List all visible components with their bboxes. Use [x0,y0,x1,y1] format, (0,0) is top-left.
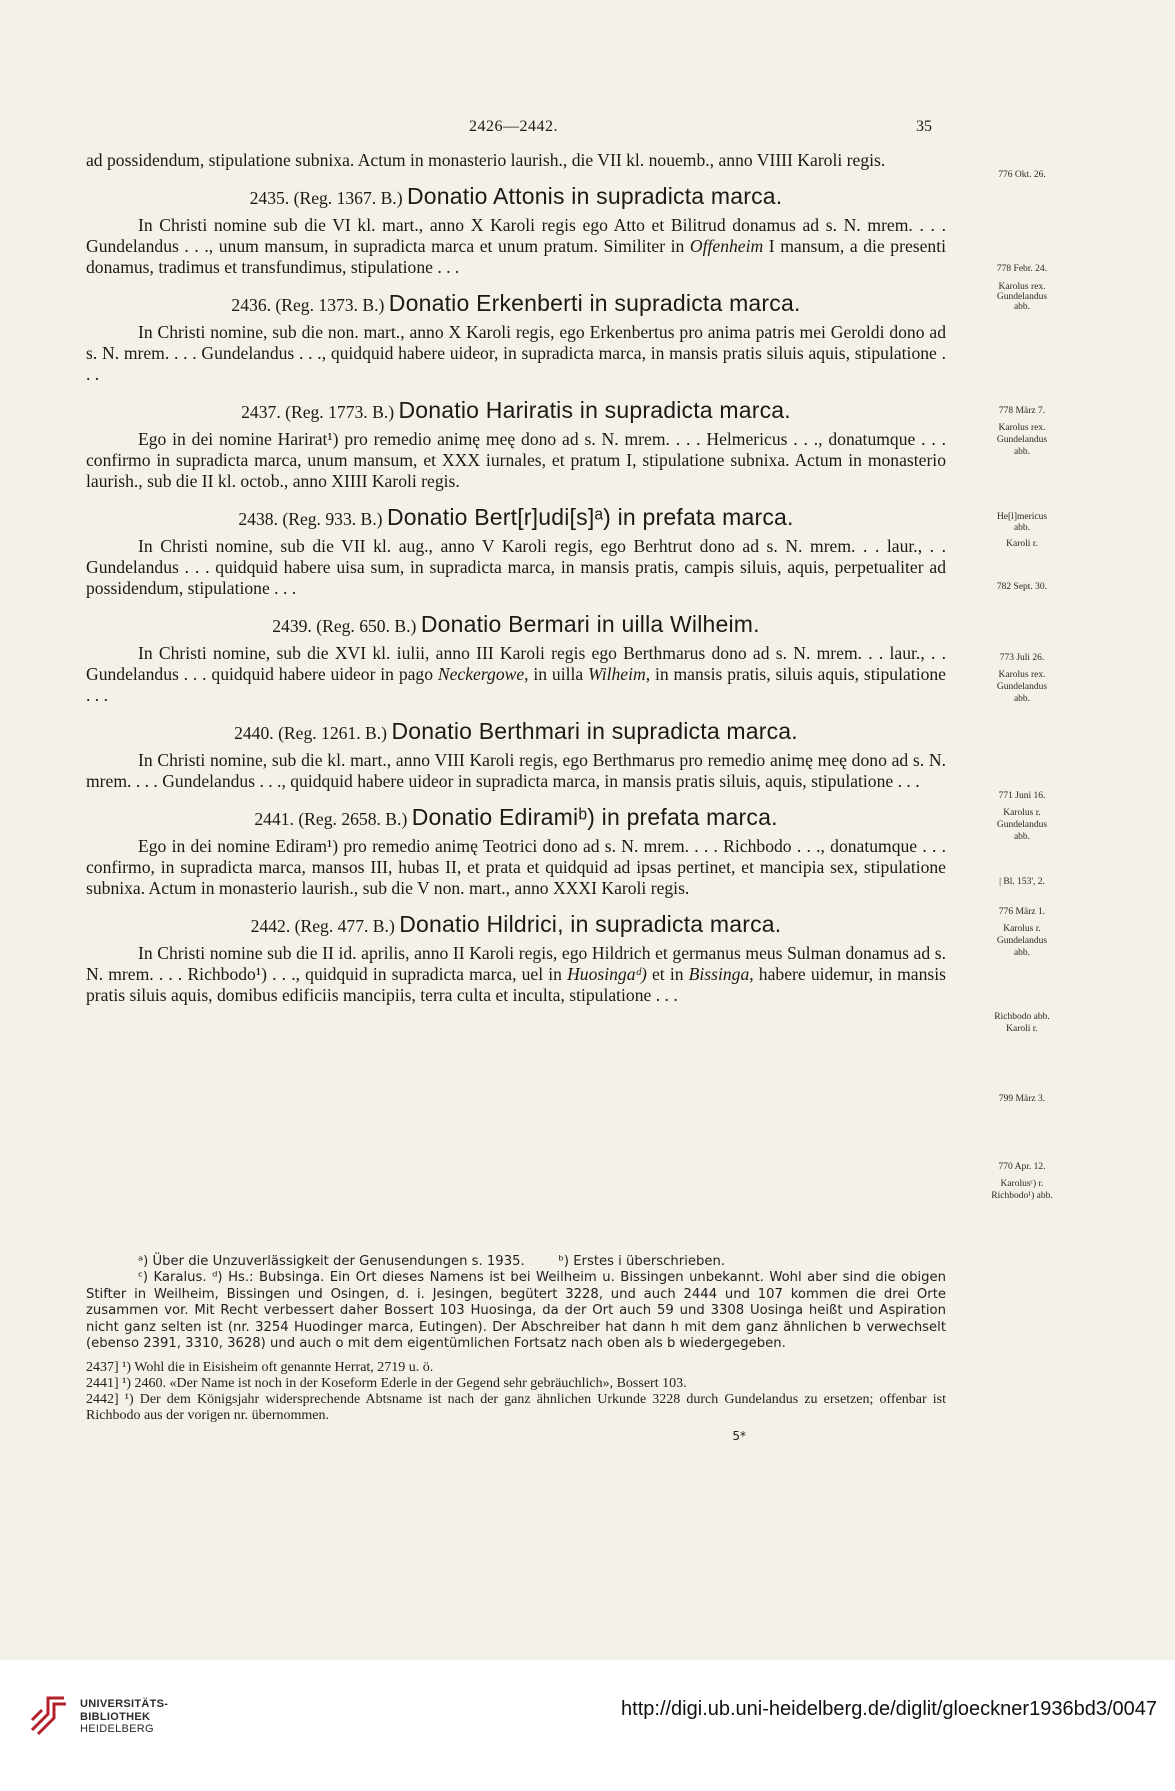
note-2441: 2441] ¹) 2460. «Der Name ist noch in der Koseform Ederle in der Gegend sehr gebräuchlich», Bossert 103. [86,1376,687,1392]
footnote-a: ᵃ) Über die Unzuverlässigkeit der Genusendungen s. 1935. [138,1254,525,1269]
entry-heading [86,804,946,832]
entry-number: 2441. (Reg. 2658. B.) [254,809,408,829]
entry-heading [86,718,946,746]
footnotes [86,1254,946,1445]
margin-note: abb. [1013,948,1031,958]
page-header [0,118,1175,142]
entry-number: 2442. (Reg. 477. B.) [250,916,395,936]
note-2442: 2442] ¹) Der dem Königsjahr widersprechende Abtsname ist nach der ganz ähnlichen Urkunde 3228 durch Gundelandus zu ersetzen; offenbar ist Richbodo aus der vorigen nr. übernommen. [86,1392,946,1424]
library-logo-icon [28,1690,70,1738]
entry-title: Donatio Hariratis in supradicta marca. [398,397,791,423]
entry-heading [86,183,946,211]
intro-paragraph: ad possidendum, stipulatione subnixa. Actum in monasterio laurish., die VII kl. nouemb., anno VIIII Karoli regis. [86,150,886,170]
entry-heading [86,611,946,639]
footnote-c-d: ᶜ) Karalus. ᵈ) Hs.: Bubsinga. Ein Ort dieses Namens ist bei Weilheim u. Bissingen unbekannt. Wohl aber sind die obigen Stifter in Weilheim, Bissingen und Osingen, d. i. Jesingen, begütert 3228, und auch 2444 und 107 kommen die drei Orte zusammen vor. Mit Recht verbessert daher Bossert 103 Huosinga, da der Ort auch 59 und 3308 Uosinga heißt und Aspiration nicht ganz selten ist (nr. 3254 Huodinger marca, Eutingen). Der Abschreiber hat dann h mit dem ganz ähnlichen b verwechselt (ebenso 2391, 3310, 3628) und auch o mit dem eigentümlichen Fortsatz nach oben als b wiedergegeben. [86,1270,946,1352]
entry-number: 2440. (Reg. 1261. B.) [234,723,388,743]
entry-title: Donatio Bert[r]udi[s]ᵃ) in prefata marca. [386,504,794,530]
entry-heading [86,290,946,318]
margin-note: Karolus rex. [998,670,1046,680]
margin-date: 773 Juli 26. [999,653,1045,663]
place-name: Huosingaᵈ) [567,964,647,984]
entry-2438 [86,504,946,599]
place-name: Neckergowe [437,664,525,684]
margin-note: abb. [1013,447,1031,457]
entry-2435 [86,183,946,278]
entry-2441 [86,804,946,899]
margin-date: 782 Sept. 30. [996,582,1048,592]
margin-note: Richbodo¹) abb. [991,1191,1053,1201]
entry-number: 2439. (Reg. 650. B.) [272,616,417,636]
footnote-line [86,1254,946,1270]
footer-bar [0,1660,1175,1791]
entry-body: In Christi nomine, sub die VII kl. aug., anno V Karoli regis, ego Berhtrut dono ad s. N. mrem. . . laur., . . Gundelandus . . . quidquid habere uisa sum, in supradicta marca, in mansis pratis, campis siluis, aquis, perpetualiter ad possidendum, stipulatione . . . [86,536,946,598]
entry-heading [86,397,946,425]
entry-number: 2436. (Reg. 1373. B.) [231,295,385,315]
margin-note: Gundelandus [996,936,1048,946]
margin-note: Gundelandus [996,682,1048,692]
margin-note: He[l]mericus [996,512,1048,522]
margin-note: abb. [1013,832,1031,842]
entry-title: Donatio Ediramiᵇ) in prefata marca. [411,804,778,830]
margin-note: Gundelandus [996,820,1048,830]
margin-date: 776 Okt. 26. [998,170,1046,180]
margin-date: 778 Febr. 24. [996,264,1048,274]
entry-body: In Christi nomine sub die II id. aprilis, anno II Karoli regis, ego Hildrich et germanus meus Sulman donamus ad s. N. mrem. . . . Richbodo¹) . . ., quidquid in supradicta marca, uel in Huosingaᵈ) et in Bissinga, habere uidemur, in mansis pratis siluis aquis, domibus edificiis mancipiis, terra culta et inculta, stipulatione . . . [86,943,946,1005]
entry-title: Donatio Erkenberti in supradicta marca. [388,290,801,316]
entry-2436 [86,290,946,385]
entry-title: Donatio Bermari in uilla Wilheim. [420,611,760,637]
margin-note: Karolus rex. [998,423,1046,433]
margin-date: 778 März 7. [998,406,1046,416]
margin-note: Gundelandus [996,435,1048,445]
margin-note: Karoli r. [1006,539,1038,549]
main-text [86,150,946,1006]
margin-note: Gundelandus [996,292,1048,302]
margin-note: Karolusᶜ) r. [1000,1179,1044,1189]
entry-number: 2437. (Reg. 1773. B.) [241,402,395,422]
margin-note: Karolus rex. [998,282,1046,292]
numbered-notes [86,1360,946,1424]
entry-body: In Christi nomine, sub die non. mart., anno X Karoli regis, ego Erkenbertus pro anima patris mei Geroldi dono ad s. N. mrem. . . . Gundelandus . . ., quidquid habere uideor, in supradicta marca, in mansis pratis siluis aquis, stipulatione . . . [86,322,946,384]
entry-number: 2435. (Reg. 1367. B.) [249,188,403,208]
margin-date: 799 März 3. [998,1094,1046,1104]
margin-note: abb. [1013,302,1031,312]
entry-2437 [86,397,946,492]
place-name: Offenheim [689,236,764,256]
entry-body: Ego in dei nomine Ediram¹) pro remedio animę Teotrici dono ad s. N. mrem. . . . Richbodo . . ., donatumque . . . confirmo, in supradicta marca, mansos III, hubas II, et prata et quidquid ad ipsas pertinet, et mancipia sex, stipulatione subnixa. Actum in monasterio laurish., sub die V non. mart., anno XXXI Karoli regis. [86,836,946,898]
entry-title: Donatio Hildrici, in supradicta marca. [399,911,782,937]
signature-mark: 5* [732,1429,746,1444]
entry-2439 [86,611,946,706]
entry-body: Ego in dei nomine Harirat¹) pro remedio animę meę dono ad s. N. mrem. . . . Helmericus . . ., donatumque . . . confirmo in supradicta marca, unum mansum, et XXX iurnales, et pratum I, stipulatione subnixa. Actum in monasterio laurish., sub die II kl. octob., anno XIIII Karoli regis. [86,429,946,491]
entry-title: Donatio Attonis in supradicta marca. [406,183,783,209]
note-2437: 2437] ¹) Wohl die in Eisisheim oft genannte Herrat, 2719 u. ö. [86,1360,434,1376]
place-name: Bissinga [688,964,750,984]
entry-body: In Christi nomine sub die VI kl. mart., anno X Karoli regis ego Atto et Bilitrud donamus ad s. N. mrem. . . . Gundelandus . . ., unum mansum, in supradicta marca et unum pratum. Similiter in Offenheim I mansum, a die presenti donamus, tradimus et transfundimus, stipulatione . . . [86,215,946,277]
margin-date: 776 März 1. [998,907,1046,917]
margin-note: Karolus r. [1003,808,1041,818]
entry-title: Donatio Berthmari in supradicta marca. [391,718,798,744]
margin-date: 770 Apr. 12. [998,1162,1046,1172]
entry-body: In Christi nomine, sub die XVI kl. iulii, anno III Karoli regis ego Berthmarus dono ad s. N. mrem. . . laur., . . Gundelandus . . . quidquid habere uideor in pago Neckergowe, in uilla Wilheim, in mansis pratis, siluis aquis, stipulatione . . . [86,643,946,705]
margin-note: Karoli r. [1006,1024,1038,1034]
entry-heading [86,911,946,939]
margin-note: | Bl. 153', 2. [999,877,1045,887]
place-name: Wilheim [588,664,646,684]
header-range: 2426—2442. [469,118,558,135]
source-url[interactable]: http://digi.ub.uni-heidelberg.de/diglit/gloeckner1936bd3/0047 [621,1698,1157,1720]
entry-heading [86,504,946,532]
page-number: 35 [916,118,932,135]
library-name: UNIVERSITÄTS- BIBLIOTHEK HEIDELBERG [80,1698,169,1735]
entry-2440 [86,718,946,792]
margin-note: abb. [1013,523,1031,533]
entry-number: 2438. (Reg. 933. B.) [238,509,383,529]
margin-note: abb. [1013,694,1031,704]
margin-date: 771 Juni 16. [998,791,1046,801]
margin-note: Karolus r. [1003,924,1041,934]
entry-body: In Christi nomine, sub die kl. mart., anno VIII Karoli regis, ego Berthmarus pro remedio animę meę dono ad s. N. mrem. . . . Gundelandus . . ., quidquid habere uideor in supradicta marca, in mansis pratis siluis, aquis, stipulatione . . . [86,750,946,791]
entry-2442 [86,911,946,1006]
margin-note: Richbodo abb. [994,1012,1050,1022]
footnote-b: ᵇ) Erstes i überschrieben. [558,1254,726,1269]
